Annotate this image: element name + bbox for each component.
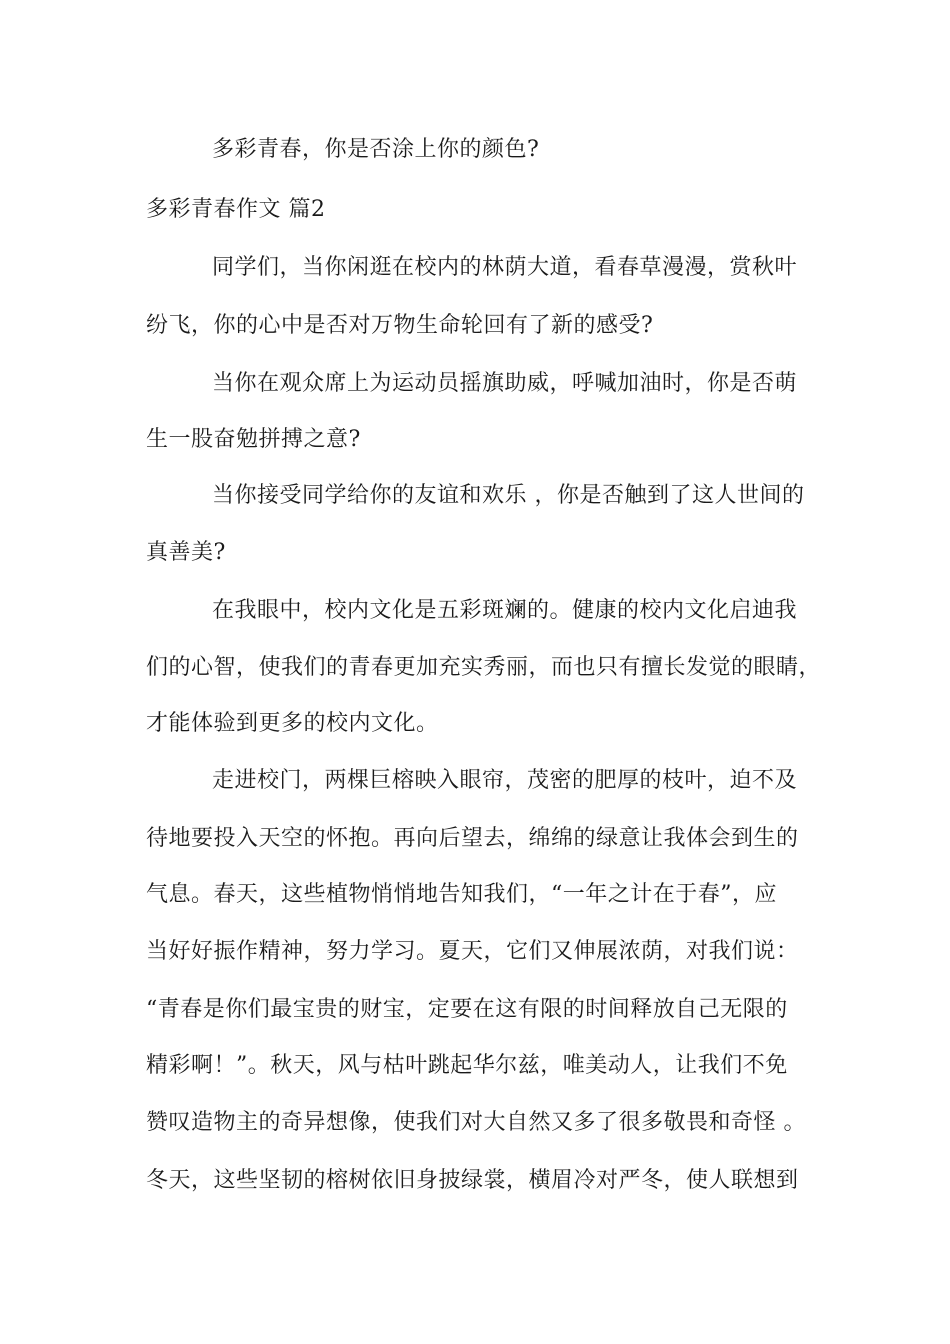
text-line: 多彩青春，你是否涂上你的颜色? xyxy=(212,137,540,162)
text-line: 才能体验到更多的校内文化。 xyxy=(146,711,439,736)
text-line: 生一股奋勉拼搏之意? xyxy=(146,427,361,452)
text-line: 同学们，当你闲逛在校内的林荫大道，看春草漫漫，赏秋叶 xyxy=(212,255,798,280)
text-line: 气息。春天，这些植物悄悄地告知我们，“一年之计在于春”，应 xyxy=(146,882,777,907)
text-line: 当你接受同学给你的友谊和欢乐 ，你是否触到了这人世间的 xyxy=(212,483,805,508)
text-line: “青春是你们最宝贵的财宝，定要在这有限的时间释放自己无限的 xyxy=(146,997,788,1022)
text-line: 当好好振作精神，努力学习。夏天，它们又伸展浓荫，对我们说： xyxy=(146,939,799,964)
text-line: 精彩啊！”。秋天，风与枯叶跳起华尔兹，唯美动人，让我们不免 xyxy=(146,1053,788,1078)
text-line: 真善美? xyxy=(146,540,226,565)
text-line: 冬天，这些坚韧的榕树依旧身披绿裳，横眉冷对严冬，使人联想到 xyxy=(146,1168,799,1193)
section-heading: 多彩青春作文 篇2 xyxy=(146,197,326,222)
text-line: 赞叹造物主的奇异想像，使我们对大自然又多了很多敬畏和奇怪 。 xyxy=(146,1110,806,1135)
text-line: 待地要投入天空的怀抱。再向后望去，绵绵的绿意让我体会到生的 xyxy=(146,826,799,851)
text-line: 当你在观众席上为运动员摇旗助威，呼喊加油时，你是否萌 xyxy=(212,371,798,396)
text-line: 在我眼中，校内文化是五彩斑斓的。健康的校内文化启迪我 xyxy=(212,598,798,623)
text-line: 走进校门，两棵巨榕映入眼帘，茂密的肥厚的枝叶，迫不及 xyxy=(212,768,798,793)
text-line: 们的心智，使我们的青春更加充实秀丽，而也只有擅长发觉的眼睛， xyxy=(146,655,822,680)
text-line: 纷飞，你的心中是否对万物生命轮回有了新的感受? xyxy=(146,313,654,338)
